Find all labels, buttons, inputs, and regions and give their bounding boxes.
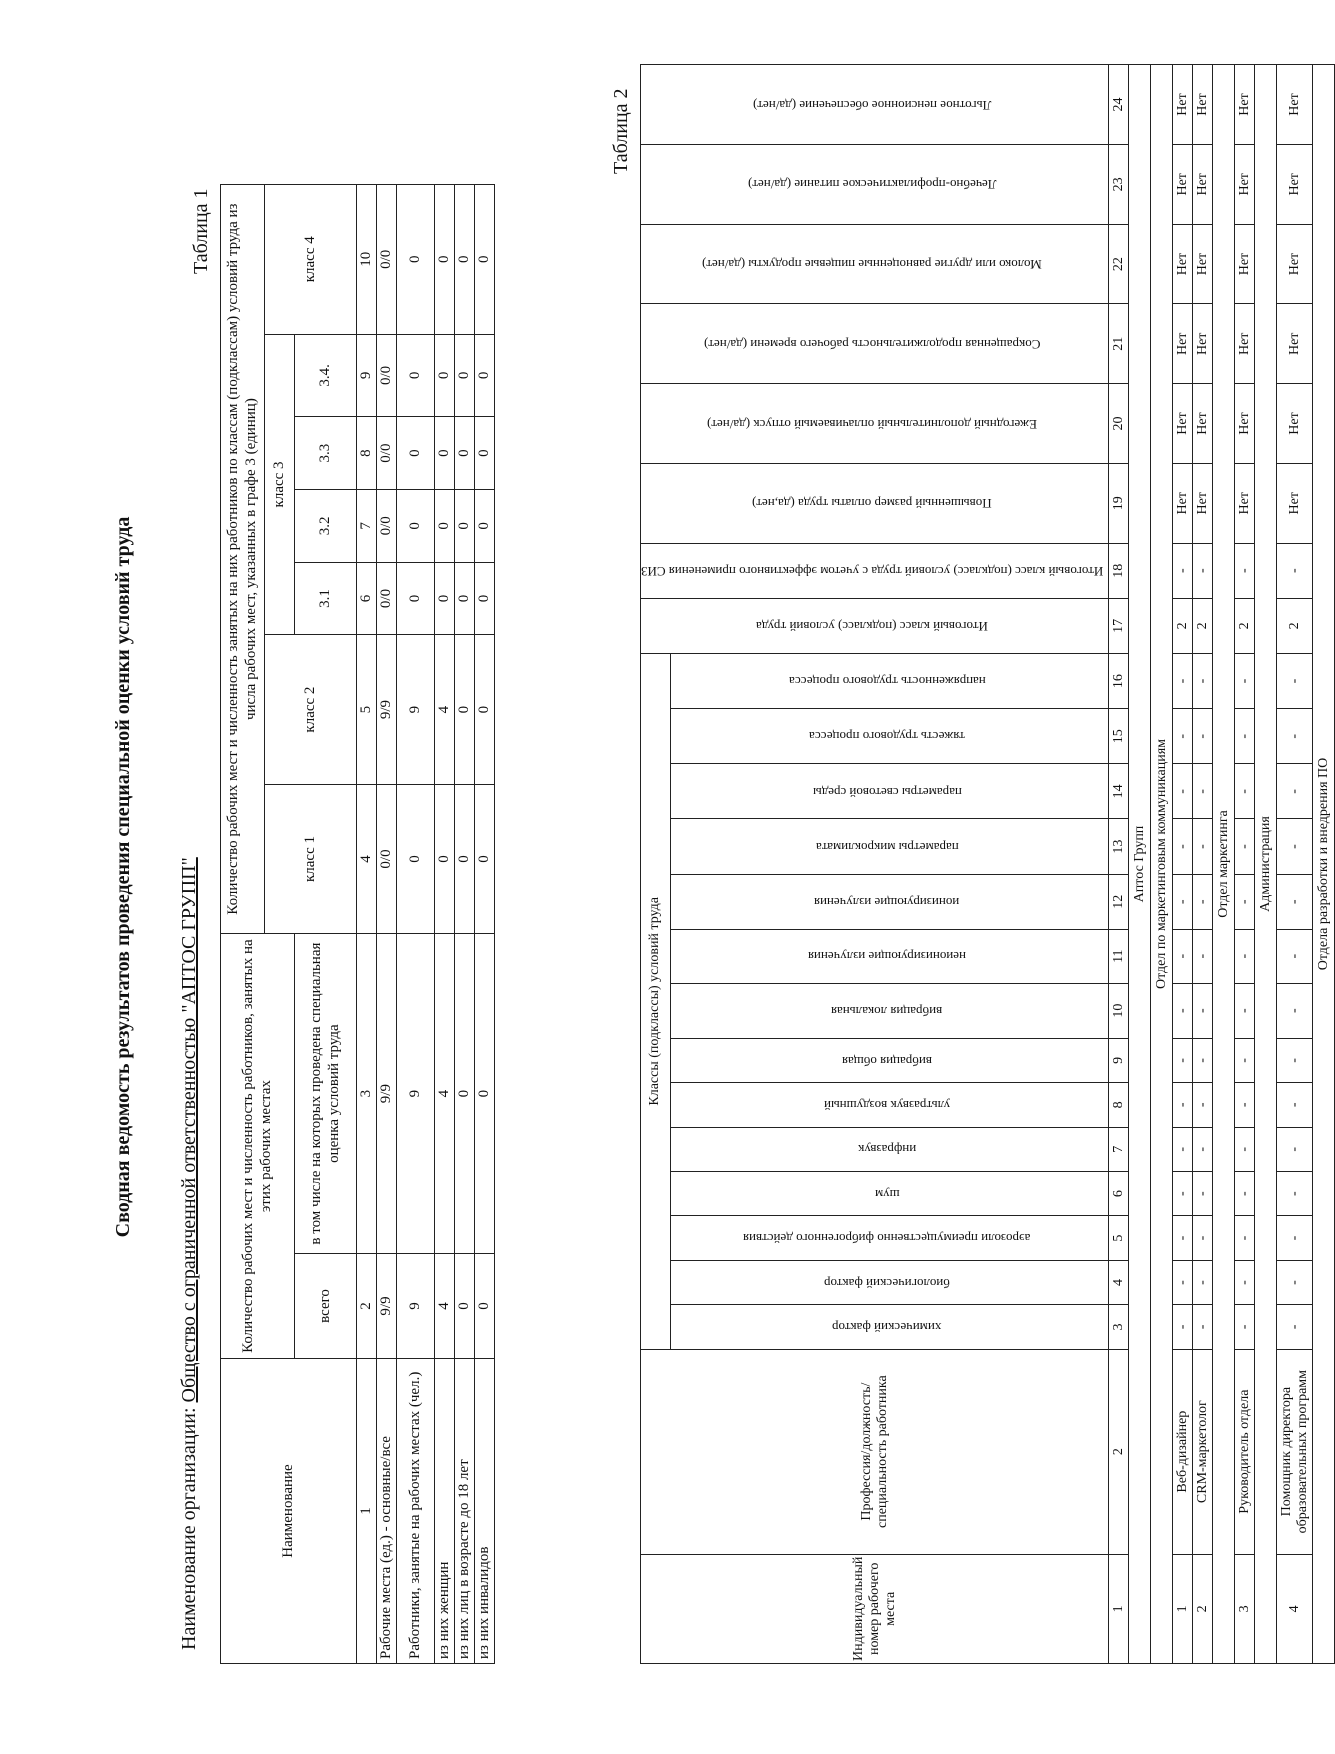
t2-cell: Нет	[1193, 463, 1213, 543]
t1-cell: 0/0	[377, 334, 397, 417]
t1-row	[397, 185, 435, 1664]
t2-cell: Нет	[1277, 65, 1313, 145]
t2-col-num: 16	[1109, 653, 1129, 708]
t2-cell: Нет	[1235, 65, 1255, 145]
t2-cell: -	[1277, 983, 1313, 1038]
t1-cell: 0	[397, 185, 435, 335]
organization-name: Общество с ограниченной ответственностью "АПТОС ГРУПП"	[178, 857, 200, 1403]
t2-cell: -	[1193, 874, 1213, 929]
t2-cell: Нет	[1173, 304, 1193, 384]
t1-cell: 0/0	[377, 784, 397, 933]
t1-row	[475, 185, 495, 1664]
t2-cell: Нет	[1277, 463, 1313, 543]
t1-cell: 0	[475, 934, 495, 1254]
t1-cell: 0	[455, 417, 475, 490]
t2-group-title: Администрация	[1255, 65, 1277, 1664]
t2-cell: -	[1173, 653, 1193, 708]
t1-row-name: Работники, занятые на рабочих местах (чел.)	[397, 1359, 435, 1664]
t2-header-col-10: вибрация локальная	[670, 983, 1108, 1038]
t2-cell: -	[1235, 1260, 1255, 1304]
t2-group-row	[1313, 65, 1335, 1664]
t2-cell: -	[1193, 1260, 1213, 1304]
t1-header-class1: класс 1	[265, 784, 357, 933]
t2-header-col-3: химический фактор	[670, 1305, 1108, 1349]
t2-cell: -	[1193, 1216, 1213, 1260]
t2-cell: Нет	[1235, 384, 1255, 464]
t2-cell: -	[1235, 709, 1255, 764]
t2-cell: Нет	[1277, 224, 1313, 304]
t1-cell: 0	[455, 784, 475, 933]
t2-cell: -	[1277, 1216, 1313, 1260]
t1-cell: 0	[397, 489, 435, 562]
t1-row-name: из них лиц в возрасте до 18 лет	[455, 1359, 475, 1664]
t2-row	[1193, 65, 1213, 1664]
t1-cell: 0	[475, 784, 495, 933]
t1-row-name: из них женщин	[435, 1359, 455, 1664]
t2-col-num: 7	[1109, 1127, 1129, 1171]
t2-col-num: 12	[1109, 874, 1129, 929]
t2-cell: 2	[1277, 598, 1313, 653]
t1-cell: 9	[397, 934, 435, 1254]
t2-header-col-22: Молоко или другие равноценные пищевые продукты (да/нет)	[641, 224, 1109, 304]
t1-row-name: Рабочие места (ед.) - основные/все	[377, 1359, 397, 1664]
t2-header-col-18: Итоговый класс (подкласс) условий труда с учетом эффективного применения СИЗ	[641, 543, 1109, 598]
t2-header-col-9: вибрация общая	[670, 1038, 1108, 1082]
t2-cell: -	[1173, 709, 1193, 764]
t2-cell: -	[1173, 1171, 1193, 1215]
t1-cell: 9	[397, 1254, 435, 1359]
t2-group-row	[1213, 65, 1235, 1664]
t2-row-id: 3	[1235, 1554, 1255, 1663]
t1-body	[377, 185, 495, 1664]
t1-header-classes: Количество рабочих мест и численность занятых на них работников по классам (подклассам) условий труда из числа рабочих мест, указанных в графе 3 (единиц)	[221, 185, 265, 934]
t2-header-col-19: Повышенный размер оплаты труда (да,нет)	[641, 463, 1109, 543]
t2-col-num: 22	[1109, 224, 1129, 304]
t2-cell: -	[1277, 929, 1313, 983]
t1-cell: 0	[475, 562, 495, 635]
t2-cell: -	[1173, 543, 1193, 598]
t2-header-col-15: тяжесть трудового процесса	[670, 709, 1108, 764]
t1-row	[377, 185, 397, 1664]
t1-cell: 0	[455, 489, 475, 562]
t2-cell: -	[1277, 1305, 1313, 1349]
t2-header-col-6: шум	[670, 1171, 1108, 1215]
t2-col-num: 3	[1109, 1305, 1129, 1349]
t2-cell: 2	[1235, 598, 1255, 653]
t2-cell: Нет	[1193, 304, 1213, 384]
t2-cell: Нет	[1235, 304, 1255, 384]
t1-col-num: 2	[357, 1254, 377, 1359]
t2-cell: -	[1235, 819, 1255, 874]
t1-cell: 0	[475, 334, 495, 417]
t1-cell: 0	[475, 635, 495, 784]
t2-cell: Нет	[1193, 65, 1213, 145]
t2-cell: -	[1277, 819, 1313, 874]
t2-cell: Нет	[1193, 224, 1213, 304]
t1-header-name: Наименование	[221, 1359, 357, 1664]
t1-cell: 4	[435, 1254, 455, 1359]
t1-cell: 0	[475, 489, 495, 562]
t2-col-num: 9	[1109, 1038, 1129, 1082]
workplaces-table	[640, 64, 1335, 1664]
t1-cell: 0	[435, 334, 455, 417]
t2-cell: Нет	[1235, 144, 1255, 224]
t2-cell: Нет	[1277, 144, 1313, 224]
t2-col-num: 10	[1109, 983, 1129, 1038]
t1-cell: 0	[455, 185, 475, 335]
t2-col-num: 1	[1109, 1554, 1129, 1663]
t1-cell: 0	[435, 417, 455, 490]
t1-col-num: 7	[357, 489, 377, 562]
t2-cell: -	[1235, 543, 1255, 598]
t2-group-title: Аптос Групп	[1129, 65, 1151, 1664]
t2-header-col-5: аэрозоли преимущественно фиброгенного действия	[670, 1216, 1108, 1260]
t2-col-num: 20	[1109, 384, 1129, 464]
t2-cell: -	[1277, 1127, 1313, 1171]
t1-header-33: 3.3	[295, 417, 357, 490]
t2-row-id: 2	[1193, 1554, 1213, 1663]
t2-header-col-21: Сокращенная продолжительность рабочего времени (да/нет)	[641, 304, 1109, 384]
t1-header-class3: класс 3	[265, 334, 295, 635]
t2-cell: -	[1193, 983, 1213, 1038]
t2-group-row	[1255, 65, 1277, 1664]
t2-cell: -	[1173, 874, 1193, 929]
t1-cell: 0	[475, 1254, 495, 1359]
t2-cell: -	[1277, 1260, 1313, 1304]
t1-cell: 0	[475, 417, 495, 490]
t2-row	[1277, 65, 1313, 1664]
t2-cell: -	[1193, 1083, 1213, 1127]
t2-cell: -	[1173, 1260, 1193, 1304]
t2-number-row	[1109, 65, 1129, 1664]
t2-cell: Нет	[1277, 384, 1313, 464]
t2-col-num: 18	[1109, 543, 1129, 598]
t1-cell: 0/0	[377, 417, 397, 490]
t1-cell: 0	[455, 934, 475, 1254]
t2-cell: -	[1277, 874, 1313, 929]
t1-cell: 0	[397, 417, 435, 490]
summary-table	[220, 184, 495, 1664]
t1-cell: 0	[455, 1254, 475, 1359]
t1-cell: 0	[435, 562, 455, 635]
t2-cell: -	[1235, 983, 1255, 1038]
t2-row-profession: Помощник директора образовательных программ	[1277, 1349, 1313, 1554]
t2-cell: -	[1173, 819, 1193, 874]
t2-header-col-7: инфразвук	[670, 1127, 1108, 1171]
t2-cell: -	[1235, 1127, 1255, 1171]
t2-cell: Нет	[1173, 384, 1193, 464]
t1-col-num: 6	[357, 562, 377, 635]
t1-cell: 4	[435, 934, 455, 1254]
t2-col-num: 4	[1109, 1260, 1129, 1304]
t2-cell: Нет	[1173, 224, 1193, 304]
t2-cell: -	[1193, 929, 1213, 983]
t1-row	[435, 185, 455, 1664]
t2-header-col-17: Итоговый класс (подкласс) условий труда	[641, 598, 1109, 653]
t1-cell: 0/0	[377, 489, 397, 562]
t1-cell: 0/0	[377, 185, 397, 335]
t2-cell: -	[1277, 709, 1313, 764]
t1-cell: 0	[455, 562, 475, 635]
t1-row	[455, 185, 475, 1664]
t2-cell: -	[1173, 929, 1193, 983]
t2-row-profession: Веб-дизайнер	[1173, 1349, 1193, 1554]
t2-header-col-24: Льготное пенсионное обеспечение (да/нет)	[641, 65, 1109, 145]
t2-cell: -	[1277, 653, 1313, 708]
t2-cell: Нет	[1173, 463, 1193, 543]
t2-header-col-14: параметры световой среды	[670, 764, 1108, 819]
t2-cell: -	[1235, 1171, 1255, 1215]
t2-cell: Нет	[1235, 463, 1255, 543]
t1-col-num: 3	[357, 934, 377, 1254]
t2-cell: -	[1173, 983, 1193, 1038]
t2-cell: -	[1235, 1083, 1255, 1127]
t1-cell: 0	[435, 784, 455, 933]
t1-col-num: 5	[357, 635, 377, 784]
t2-cell: -	[1235, 1216, 1255, 1260]
t2-cell: -	[1235, 874, 1255, 929]
organization-line	[178, 857, 201, 1650]
t2-cell: -	[1235, 1305, 1255, 1349]
t1-header-total: всего	[295, 1254, 357, 1359]
t2-header-col-12: ионизирующие излучения	[670, 874, 1108, 929]
t2-col-num: 2	[1109, 1349, 1129, 1554]
t2-header-col-8: ультразвук воздушный	[670, 1083, 1108, 1127]
t2-cell: -	[1193, 709, 1213, 764]
t2-col-num: 8	[1109, 1083, 1129, 1127]
t2-cell: -	[1193, 1305, 1213, 1349]
t1-col-num: 8	[357, 417, 377, 490]
t2-header-col-20: Ежегодный дополнительный оплачиваемый отпуск (да/нет)	[641, 384, 1109, 464]
t1-cell: 9	[397, 635, 435, 784]
t2-header-col-4: биологический фактор	[670, 1260, 1108, 1304]
t1-row-name: из них инвалидов	[475, 1359, 495, 1664]
t2-col-num: 24	[1109, 65, 1129, 145]
t1-cell: 0	[435, 489, 455, 562]
t2-cell: -	[1277, 1083, 1313, 1127]
t2-cell: -	[1173, 1083, 1193, 1127]
t2-cell: -	[1277, 1038, 1313, 1082]
table2-label: Таблица 2	[610, 88, 632, 174]
t1-col-num: 9	[357, 334, 377, 417]
t1-header-31: 3.1	[295, 562, 357, 635]
t2-group-row	[1151, 65, 1173, 1664]
t1-cell: 9/9	[377, 1254, 397, 1359]
t1-header-count: Количество рабочих мест и численность работников, занятых на этих рабочих местах	[221, 934, 295, 1359]
t2-cell: -	[1193, 653, 1213, 708]
t2-header-id: Индивидуальный номер рабочего места	[641, 1554, 1109, 1663]
t2-cell: -	[1173, 764, 1193, 819]
t2-cell: -	[1277, 764, 1313, 819]
t2-cell: -	[1277, 543, 1313, 598]
t1-cell: 0	[475, 185, 495, 335]
t1-col-num: 10	[357, 185, 377, 335]
t2-col-num: 14	[1109, 764, 1129, 819]
t2-col-num: 11	[1109, 929, 1129, 983]
t2-body	[1129, 65, 1335, 1664]
t2-cell: Нет	[1235, 224, 1255, 304]
t1-col-num: 4	[357, 784, 377, 933]
t2-group-title: Отдела разработки и внедрения ПО	[1313, 65, 1335, 1664]
t1-cell: 0/0	[377, 562, 397, 635]
t2-cell: -	[1235, 1038, 1255, 1082]
t1-header-32: 3.2	[295, 489, 357, 562]
t2-row	[1235, 65, 1255, 1664]
t2-col-num: 5	[1109, 1216, 1129, 1260]
document-title: Сводная ведомость результатов проведения специальной оценки условий труда	[112, 516, 134, 1238]
t2-header-classes: Классы (подклассы) условий труда	[641, 653, 671, 1349]
t2-row	[1173, 65, 1193, 1664]
t2-col-num: 19	[1109, 463, 1129, 543]
t2-cell: 2	[1193, 598, 1213, 653]
t2-cell: -	[1173, 1127, 1193, 1171]
t2-row-id: 1	[1173, 1554, 1193, 1663]
t1-cell: 9/9	[377, 635, 397, 784]
t2-cell: -	[1193, 1171, 1213, 1215]
t1-cell: 0	[455, 334, 475, 417]
t2-header-col-13: параметры микроклимата	[670, 819, 1108, 874]
t2-cell: -	[1235, 929, 1255, 983]
t2-cell: -	[1193, 764, 1213, 819]
t1-cell: 0	[397, 334, 435, 417]
t2-row-id: 4	[1277, 1554, 1313, 1663]
t2-header-col-23: Лечебно-профилактическое питание (да/нет)	[641, 144, 1109, 224]
t2-cell: -	[1173, 1216, 1193, 1260]
t1-cell: 9/9	[377, 934, 397, 1254]
t1-header-assessed: в том числе на которых проведена специальная оценка условий труда	[295, 934, 357, 1254]
t2-col-num: 15	[1109, 709, 1129, 764]
t2-cell: Нет	[1193, 144, 1213, 224]
t2-cell: -	[1173, 1038, 1193, 1082]
t1-cell: 0	[455, 635, 475, 784]
t2-row-profession: Руководитель отдела	[1235, 1349, 1255, 1554]
t2-col-num: 23	[1109, 144, 1129, 224]
t2-col-num: 21	[1109, 304, 1129, 384]
t2-cell: Нет	[1173, 65, 1193, 145]
t2-cell: -	[1193, 819, 1213, 874]
t2-group-row	[1129, 65, 1151, 1664]
t2-cell: -	[1193, 1127, 1213, 1171]
t2-cell: Нет	[1277, 304, 1313, 384]
t2-cell: -	[1173, 1305, 1193, 1349]
t2-group-title: Отдел маркетинга	[1213, 65, 1235, 1664]
t2-header-col-16: напряженность трудового процесса	[670, 653, 1108, 708]
t2-header-col-11: неионизирующие излучения	[670, 929, 1108, 983]
organization-label: Наименование организации:	[178, 1407, 200, 1650]
t1-header-class2: класс 2	[265, 635, 357, 784]
t1-header-34: 3.4.	[295, 334, 357, 417]
t1-cell: 0	[435, 185, 455, 335]
t2-cell: -	[1277, 1171, 1313, 1215]
t2-cell: Нет	[1193, 384, 1213, 464]
t1-cell: 4	[435, 635, 455, 784]
t2-col-num: 17	[1109, 598, 1129, 653]
t2-group-title: Отдел по маркетинговым коммуникациям	[1151, 65, 1173, 1664]
table1-label: Таблица 1	[190, 188, 212, 274]
t2-row-profession: CRM-маркетолог	[1193, 1349, 1213, 1554]
t2-cell: 2	[1173, 598, 1193, 653]
t1-header-class4: класс 4	[265, 185, 357, 335]
t2-cell: Нет	[1173, 144, 1193, 224]
t2-cell: -	[1235, 653, 1255, 708]
t2-header-profession: Профессия/должность/специальность работника	[641, 1349, 1109, 1554]
t1-cell: 0	[397, 784, 435, 933]
t2-cell: -	[1235, 764, 1255, 819]
t2-cell: -	[1193, 1038, 1213, 1082]
t1-cell: 0	[397, 562, 435, 635]
t2-col-num: 6	[1109, 1171, 1129, 1215]
t2-col-num: 13	[1109, 819, 1129, 874]
t2-cell: -	[1193, 543, 1213, 598]
t1-col-num: 1	[357, 1359, 377, 1664]
